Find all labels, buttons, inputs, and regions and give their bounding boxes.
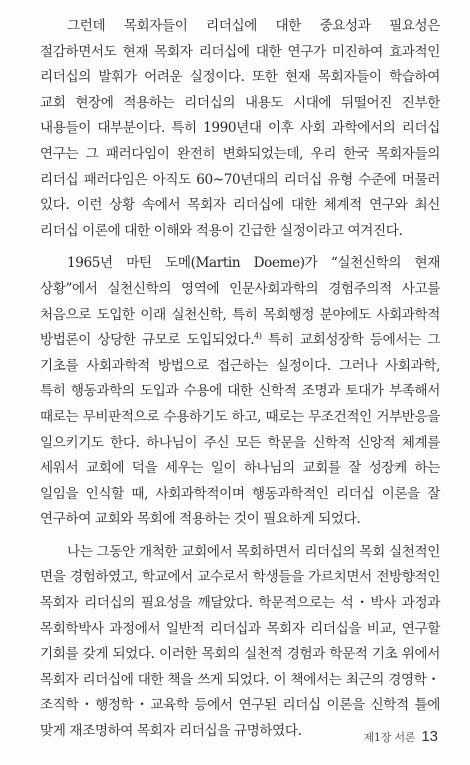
page-number: 13 xyxy=(421,728,438,745)
paragraph-2-part-1: 1965년 마틴 도메(Martin Doeme)가 “실천신학의 현재 상황”에서 실천신학의 영역에 인문사회과학의 경험주의적 사고를 처음으로 도입한 이래 실천신학, 특히 목회행정 분야에도 사회과학적 방법론이 상당한 규모로 도입되었다. xyxy=(40,255,440,349)
paragraph-1: 그런데 목회자들이 리더십에 대한 중요성과 필요성은 절감하면서도 현재 목회자 리더십에 대한 연구가 미진하여 효과적인 리더십의 발휘가 어려운 실정이다. 또한 현재 목회자들이 학습하여 교회 현장에 적용하는 리더십의 내용도 시대에 뒤떨어진 진부한 내용들이 대부분이다. 특히 1990년대 이후 사회 과학에서의 리더십 연구는 그 패러다임이 완전히 변화되었는데, 우리 한국 목회자들의 리더십 패러다임은 아직도 60~70년대의 리더십 유형 수준에 머물러 있다. 이런 상황 속에서 목회자 리더십에 대한 체계적 연구와 최신 리더십 이론에 대한 이해와 적용이 긴급한 실정이라고 여겨진다. xyxy=(40,18,440,239)
page-footer xyxy=(364,728,439,745)
body-text xyxy=(40,14,440,752)
chapter-title: 제1장 서론 xyxy=(363,731,416,744)
paragraph-3: 나는 그동안 개척한 교회에서 목회하면서 리더십의 목회 실천적인 면을 경험하였고, 학교에서 교수로서 학생들을 가르치면서 전방향적인 목회자 리더십의 필요성을 깨달았다. 학문적으로는 석・박사 과정과 목회학박사 과정에서 일반적 리더십과 목회자 리더십을 비교, 연구할 기회를 갖게 되었다. 이러한 목회의 실천적 경험과 학문적 기초 위에서 목회자 리더십에 대한 책을 쓰게 되었다. 이 책에서는 최근의 경영학・조직학・행정학・교육학 등에서 연구된 리더십 이론을 신학적 틀에 맞게 재조명하여 목회자 리더십을 규명하였다. xyxy=(40,543,440,740)
paragraph-2-part-2: 특히 교회성장학 등에서는 그 기초를 사회과학적 방법으로 접근하는 실정이다. 그러나 사회과학, 특히 행동과학의 도입과 수용에 대한 신학적 조명과 토대가 부족해서 때로는 무비판적으로 수용하기도 하고, 때로는 무조건적인 거부반응을 일으키기도 한다. 하나님이 주신 모든 학문을 신학적 신앙적 체계를 세워서 교회에 덕을 세우는 일이 하나님의 교회를 잘 성장케 하는 일임을 인식할 때, 사회과학적이며 행동과학적인 리더십 이론을 잘 연구하여 교회와 목회에 적용하는 것이 필요하게 되었다. xyxy=(40,332,440,528)
paragraph-2 xyxy=(40,251,440,533)
footnote-reference[interactable]: 4) xyxy=(254,331,262,341)
